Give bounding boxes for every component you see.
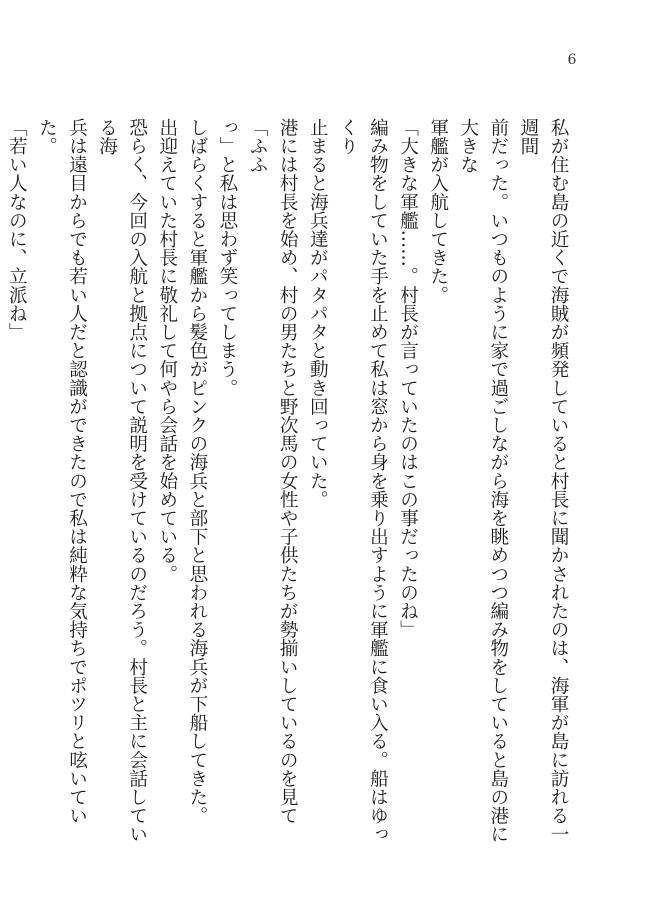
text-line-8: っ」と私は思わず笑ってしまう。 [216,118,238,397]
text-line-5: 編み物をしていた手を止めて私は窓から身を乗り出すように軍艦に食い入る。船はゆっくり [337,118,389,844]
vertical-text-body [0,118,573,848]
text-line-10: 出迎えていた村長に敬礼して何やら会話を始めている。 [156,118,178,583]
text-line-1: 私が住む島の近くで海賊が頻発していると村長に聞かされたのは、海軍が島に訪れる一週間 [517,118,569,844]
page-number: 6 [567,52,577,68]
text-line-4: 「大きな軍艦……。村長が言っていたのはこの事だったのね」 [397,118,419,639]
text-line-9: しばらくすると軍艦から髪色がピンクの海兵と部下と思われる海兵が下船してきた。 [186,118,208,825]
text-line-12: 兵は遠目からでも若い人だと認識ができたので私は純粋な気持ちでポツリと呟いていた。 [36,118,88,825]
text-line-2: 前だった。いつものように家で過ごしながら海を眺めつつ編み物をしていると島の港に大きな [457,118,509,844]
text-line-13: 「若い人なのに、立派ね」 [6,118,28,342]
text-line-3: 軍艦が入航してきた。 [427,118,449,304]
text-line-11: 恐らく、今回の入航と拠点について説明を受けているのだろう。村長と主に会話している海 [96,118,148,844]
text-line-7: 港には村長を始め、村の男たちと野次馬の女性や子供たちが勢揃いしているのを見て「ふふ [247,118,299,825]
text-line-6: 止まると海兵達がパタパタと動き回っていた。 [307,118,329,509]
